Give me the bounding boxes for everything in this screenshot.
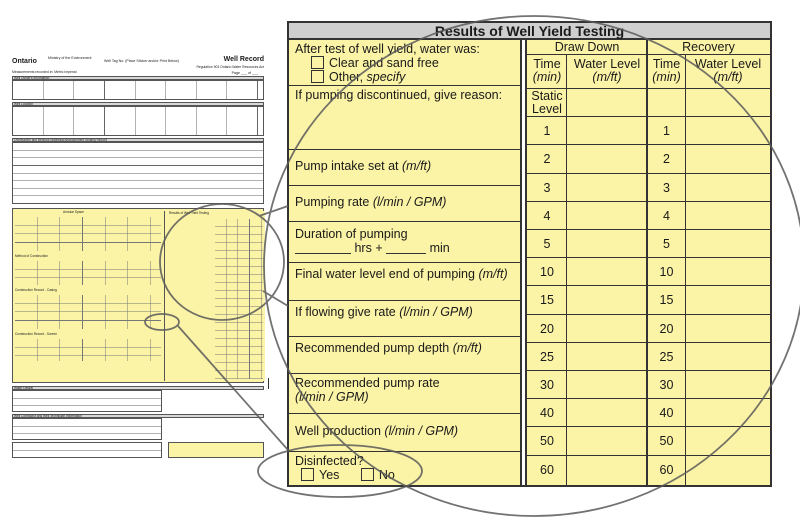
- drawdown-time-label: Time: [533, 57, 561, 71]
- drawdown-water-level-field[interactable]: [567, 427, 647, 455]
- drawdown-time-cell: 20: [527, 315, 567, 343]
- other-checkbox[interactable]: [311, 70, 324, 83]
- recovery-level-label: Water Level: [694, 57, 762, 71]
- thumb-annular-label: Annular Space: [63, 210, 84, 214]
- flowing-rate-unit: (l/min / GPM): [399, 305, 473, 319]
- recovery-water-level-field[interactable]: [686, 371, 770, 399]
- thumb-yellow-block: [12, 208, 264, 383]
- measurements-text: Measurements recorded in: Metric Imperial: [12, 70, 77, 74]
- duration-cell[interactable]: [289, 222, 520, 263]
- thumb-well-yield-table: [164, 211, 265, 381]
- duration-label: Duration of pumping: [295, 227, 408, 241]
- recovery-water-level-field[interactable]: [686, 258, 770, 286]
- thumb-contractor-label: Well Contractor and Well Technician Information: [14, 414, 82, 418]
- page-number-text: Page ___ of ___: [231, 71, 258, 75]
- thumb-water-table: [12, 390, 162, 412]
- drawdown-time-cell: 50: [527, 427, 567, 455]
- duration-hours-field[interactable]: [295, 242, 351, 254]
- well-production-cell[interactable]: [289, 414, 520, 452]
- drawdown-water-level-field[interactable]: [567, 230, 647, 258]
- disinfected-yes-checkbox[interactable]: [301, 468, 314, 481]
- recovery-time-cell: 1: [647, 117, 686, 145]
- thumb-casing-label: Construction Record - Casing: [15, 288, 57, 292]
- duration-hrs-label: hrs +: [354, 241, 383, 255]
- drawdown-recovery-table: [527, 40, 770, 485]
- well-yield-testing-panel: [287, 21, 772, 487]
- recommended-depth-unit: (m/ft): [452, 341, 482, 355]
- static-level-drawdown-field[interactable]: [567, 89, 647, 117]
- recovery-time-header: [647, 55, 686, 89]
- pumping-rate-cell[interactable]: [289, 186, 520, 222]
- recommended-depth-label: Recommended pump depth: [295, 341, 450, 355]
- drawdown-time-cell: 1: [527, 117, 567, 145]
- static-row-recovery-cell: [647, 89, 686, 117]
- recovery-water-level-field[interactable]: [686, 230, 770, 258]
- drawdown-time-cell: 25: [527, 343, 567, 371]
- well-tag-text: Well Tag No. (Place Sticker and/or Print Below): [104, 59, 179, 63]
- clear-sand-free-checkbox[interactable]: [311, 56, 324, 69]
- draw-down-header: Draw Down: [527, 40, 647, 55]
- final-level-cell[interactable]: [289, 263, 520, 301]
- recovery-time-cell: 50: [647, 427, 686, 455]
- recovery-water-level-field[interactable]: [686, 117, 770, 145]
- after-test-cell: [289, 40, 520, 86]
- other-option-row: [311, 70, 520, 84]
- drawdown-water-level-field[interactable]: [567, 456, 647, 484]
- recommended-rate-cell[interactable]: [289, 374, 520, 414]
- drawdown-water-level-field[interactable]: [567, 145, 647, 173]
- recovery-water-level-field[interactable]: [686, 399, 770, 427]
- thumb-water-label: Water Details: [14, 386, 34, 390]
- static-level-label: Static Level: [527, 89, 567, 117]
- thumb-screen-label: Construction Record - Screen: [15, 332, 57, 336]
- flowing-rate-cell[interactable]: [289, 301, 520, 337]
- drawdown-level-label: Water Level: [573, 57, 641, 71]
- recommended-rate-unit: (l/min / GPM): [295, 390, 369, 404]
- recovery-time-cell: 40: [647, 399, 686, 427]
- drawdown-time-cell: 3: [527, 174, 567, 202]
- divider-2: [646, 40, 648, 485]
- drawdown-water-level-field[interactable]: [567, 174, 647, 202]
- recovery-water-level-field[interactable]: [686, 202, 770, 230]
- other-specify-label: specify: [366, 70, 406, 84]
- duration-min-label: min: [429, 241, 450, 255]
- recovery-level-unit: (m/ft): [713, 70, 743, 84]
- thumb-screen-grid: [15, 339, 161, 361]
- thumb-method-label: Method of Construction: [15, 254, 48, 258]
- drawdown-water-level-field[interactable]: [567, 202, 647, 230]
- recovery-water-level-field[interactable]: [686, 315, 770, 343]
- drawdown-time-cell: 2: [527, 145, 567, 173]
- drawdown-level-header: [567, 55, 647, 89]
- recommended-rate-label: Recommended pump rate: [295, 376, 440, 390]
- recovery-header: Recovery: [647, 40, 770, 55]
- thumb-bottom-table: [12, 442, 162, 458]
- disinfected-cell: [289, 452, 520, 485]
- recovery-water-level-field[interactable]: [686, 174, 770, 202]
- recovery-water-level-field[interactable]: [686, 456, 770, 484]
- well-record-form-thumbnail: [8, 56, 270, 460]
- recovery-time-cell: 10: [647, 258, 686, 286]
- thumb-section-owner-label: Well Owner's Information: [14, 76, 50, 80]
- pump-intake-cell[interactable]: [289, 150, 520, 186]
- yield-details-column: [289, 40, 522, 485]
- divider-3: [685, 55, 686, 485]
- disinfected-label: Disinfected?: [295, 454, 364, 468]
- pump-intake-unit: (m/ft): [402, 159, 432, 173]
- recovery-time-cell: 15: [647, 286, 686, 314]
- pumping-rate-unit: (l/min / GPM): [372, 195, 447, 209]
- thumb-annular-grid: [15, 217, 161, 251]
- recovery-time-label: Time: [652, 57, 681, 71]
- other-label: Other,: [329, 70, 364, 84]
- thumb-contractor-table: [12, 418, 162, 440]
- text-cursor: [268, 378, 269, 389]
- drawdown-time-cell: 10: [527, 258, 567, 286]
- drawdown-time-cell: 5: [527, 230, 567, 258]
- well-production-unit: (l/min / GPM): [384, 424, 459, 438]
- recovery-time-cell: 3: [647, 174, 686, 202]
- recovery-water-level-field[interactable]: [686, 286, 770, 314]
- disinfected-no-checkbox[interactable]: [361, 468, 374, 481]
- recovery-time-cell: 2: [647, 145, 686, 173]
- recovery-time-cell: 25: [647, 343, 686, 371]
- well-production-label: Well production: [295, 424, 381, 438]
- drawdown-time-header: [527, 55, 567, 89]
- drawdown-time-cell: 40: [527, 399, 567, 427]
- drawdown-water-level-field[interactable]: [567, 117, 647, 145]
- recovery-time-cell: 5: [647, 230, 686, 258]
- final-level-label: Final water level end of pumping: [295, 267, 475, 281]
- drawdown-water-level-field[interactable]: [567, 399, 647, 427]
- thumb-section-overburden-label: Overburden and Bedrock Materials/Abandonment Sealing Record: [14, 138, 107, 142]
- drawdown-time-unit: (min): [532, 70, 562, 84]
- final-level-unit: (m/ft): [478, 267, 508, 281]
- recovery-water-level-field[interactable]: [686, 145, 770, 173]
- recovery-time-cell: 60: [659, 462, 674, 477]
- recovery-time-cell: 20: [647, 315, 686, 343]
- pump-intake-label: Pump intake set at: [295, 159, 399, 173]
- drawdown-water-level-field[interactable]: [567, 315, 647, 343]
- thumb-owner-fields: [12, 80, 264, 100]
- thumb-casing-grid: [15, 295, 161, 329]
- clear-option-row: [311, 56, 520, 70]
- drawdown-water-level-field[interactable]: [567, 258, 647, 286]
- pumping-discontinued-cell[interactable]: [289, 86, 520, 150]
- disinfected-yes-label: Yes: [319, 468, 340, 482]
- recovery-time-cell: 4: [647, 202, 686, 230]
- recovery-time-unit: (min): [652, 70, 681, 84]
- thumb-wyt-grid: [215, 219, 263, 379]
- ministry-text: Ministry of the Environment: [48, 56, 92, 60]
- pumping-rate-label: Pumping rate: [295, 195, 370, 209]
- disinfected-no-label: No: [378, 468, 395, 482]
- drawdown-time-cell: 4: [527, 202, 567, 230]
- flowing-rate-label: If flowing give rate: [295, 305, 396, 319]
- recovery-water-level-field[interactable]: [686, 343, 770, 371]
- clear-sand-free-label: Clear and sand free: [329, 56, 439, 70]
- drawdown-water-level-field[interactable]: [567, 371, 647, 399]
- drawdown-water-level-field[interactable]: [567, 343, 647, 371]
- divider-1: [566, 55, 567, 485]
- after-test-label: After test of well yield, water was:: [295, 42, 480, 56]
- drawdown-time-cell: 60: [540, 462, 554, 477]
- ontario-logo: Ontario: [12, 58, 37, 65]
- drawdown-time-cell: 30: [527, 371, 567, 399]
- drawdown-time-cell: 15: [527, 286, 567, 314]
- thumb-section-location-label: Well Location: [14, 102, 34, 106]
- drawdown-water-level-field[interactable]: [567, 286, 647, 314]
- form-title: Well Record: [223, 56, 264, 63]
- recovery-level-header: [686, 55, 770, 89]
- thumb-location-fields: [12, 106, 264, 136]
- thumb-ministry-use-box: [168, 442, 264, 458]
- drawdown-level-unit: (m/ft): [592, 70, 622, 84]
- panel-title: Results of Well Yield Testing: [289, 23, 770, 40]
- static-row-recovery-cell[interactable]: [686, 89, 770, 117]
- thumb-overburden-table: [12, 142, 264, 204]
- thumb-wyt-label: Results of Well Yield Testing: [169, 211, 209, 215]
- pumping-discontinued-label: If pumping discontinued, give reason:: [295, 88, 503, 102]
- thumb-method-grid: [15, 261, 161, 285]
- recommended-depth-cell[interactable]: [289, 337, 520, 374]
- duration-minutes-field[interactable]: [386, 242, 426, 254]
- recovery-water-level-field[interactable]: [686, 427, 770, 455]
- regulation-text: Regulation 903 Ontario Water Resources Act: [196, 65, 264, 69]
- recovery-time-cell: 30: [647, 371, 686, 399]
